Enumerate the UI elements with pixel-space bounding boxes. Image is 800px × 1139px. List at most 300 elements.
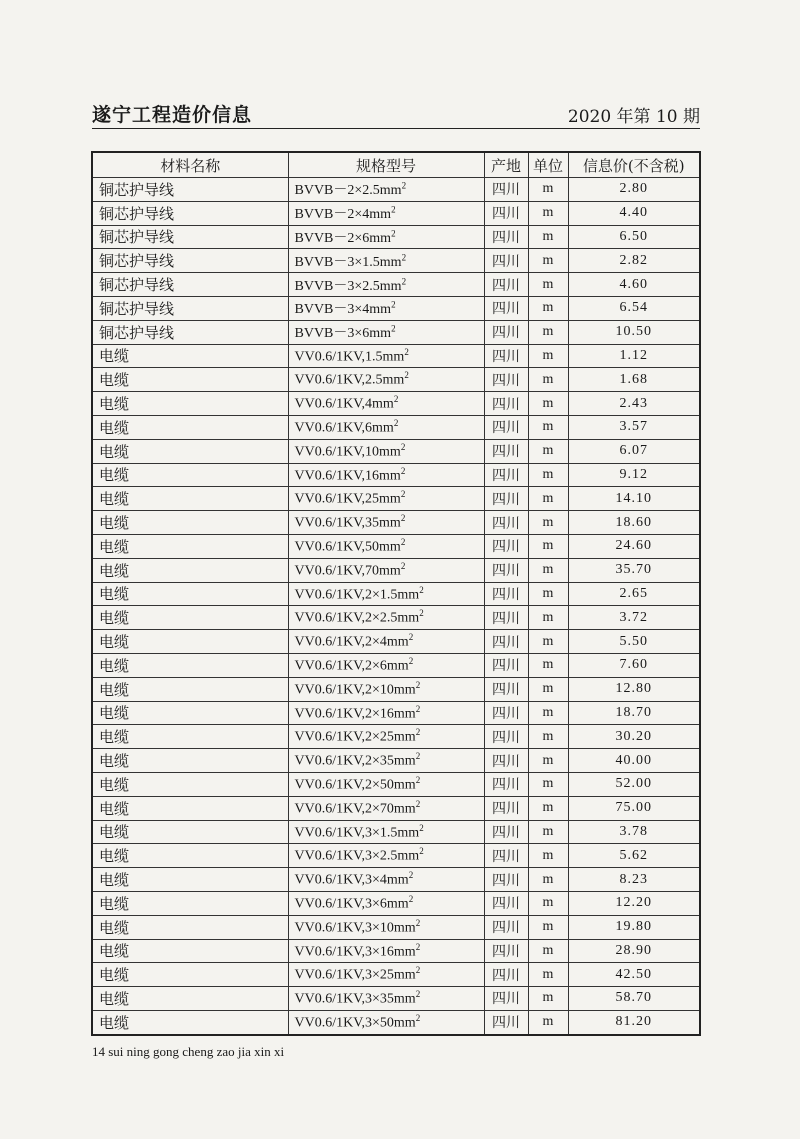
material-name-cell: 电缆 <box>92 820 288 844</box>
header-rule <box>92 128 700 129</box>
table-row <box>92 320 700 344</box>
price-cell: 6.07 <box>568 439 700 463</box>
spec-cell <box>288 178 484 202</box>
spec-cell <box>288 939 484 963</box>
spec-superscript: 2 <box>419 584 424 595</box>
spec-text: BVVB－3×1.5mm <box>294 254 402 270</box>
origin-cell: 四川 <box>484 368 528 392</box>
spec-cell <box>288 368 484 392</box>
table-row <box>92 368 700 392</box>
spec-cell <box>288 249 484 273</box>
material-name-cell: 电缆 <box>92 701 288 725</box>
spec-superscript: 2 <box>393 418 399 429</box>
column-header-origin: 产地 <box>484 152 528 178</box>
material-name-cell: 电缆 <box>92 987 288 1011</box>
spec-cell <box>288 201 484 225</box>
price-cell: 3.72 <box>568 606 700 630</box>
origin-cell: 四川 <box>484 273 528 297</box>
unit-cell: m <box>528 534 568 558</box>
spec-cell <box>288 891 484 915</box>
material-name-cell: 铜芯护导线 <box>92 296 288 320</box>
spec-text: VV0.6/1KV,3×35mm <box>294 991 416 1007</box>
unit-cell: m <box>528 796 568 820</box>
unit-cell: m <box>528 891 568 915</box>
spec-text: VV0.6/1KV,3×6mm <box>294 896 409 912</box>
spec-text: VV0.6/1KV,3×25mm <box>294 968 416 984</box>
unit-cell: m <box>528 368 568 392</box>
spec-cell <box>288 225 484 249</box>
spec-text: VV0.6/1KV,35mm <box>294 515 401 531</box>
spec-cell <box>288 987 484 1011</box>
origin-cell: 四川 <box>484 939 528 963</box>
unit-cell: m <box>528 1010 568 1034</box>
table-row <box>92 939 700 963</box>
spec-cell <box>288 868 484 892</box>
price-cell: 24.60 <box>568 534 700 558</box>
table-row <box>92 606 700 630</box>
spec-superscript: 2 <box>415 751 421 762</box>
table-row <box>92 963 700 987</box>
spec-text: VV0.6/1KV,50mm <box>294 539 401 555</box>
unit-cell: m <box>528 987 568 1011</box>
spec-superscript: 2 <box>408 656 414 666</box>
table-row <box>92 534 700 558</box>
unit-cell: m <box>528 939 568 963</box>
unit-cell: m <box>528 463 568 487</box>
page-header <box>92 100 700 126</box>
spec-superscript: 2 <box>419 822 424 833</box>
spec-cell <box>288 415 484 439</box>
price-cell: 6.50 <box>568 225 700 249</box>
origin-cell: 四川 <box>484 630 528 654</box>
spec-superscript: 2 <box>391 299 396 310</box>
price-cell: 9.12 <box>568 463 700 487</box>
spec-superscript: 2 <box>401 275 407 286</box>
material-name-cell: 电缆 <box>92 844 288 868</box>
price-cell: 3.57 <box>568 415 700 439</box>
origin-cell: 四川 <box>484 868 528 892</box>
issue-number: 2020 年第 10 期 <box>567 107 700 127</box>
spec-text: BVVB－3×4mm <box>294 302 392 318</box>
spec-text: BVVB－3×6mm <box>294 326 392 342</box>
unit-cell: m <box>528 178 568 202</box>
price-table <box>91 151 701 1036</box>
spec-text: VV0.6/1KV,4mm <box>294 396 394 412</box>
spec-text: VV0.6/1KV,16mm <box>294 468 401 484</box>
material-name-cell: 电缆 <box>92 511 288 535</box>
spec-cell <box>288 653 484 677</box>
spec-superscript: 2 <box>400 560 406 571</box>
unit-cell: m <box>528 558 568 582</box>
spec-superscript: 2 <box>419 608 424 619</box>
unit-cell: m <box>528 772 568 796</box>
spec-superscript: 2 <box>415 989 421 1000</box>
unit-cell: m <box>528 487 568 511</box>
spec-superscript: 2 <box>408 632 414 643</box>
price-cell: 30.20 <box>568 725 700 749</box>
column-header-price: 信息价(不含税) <box>568 152 700 178</box>
material-name-cell: 电缆 <box>92 915 288 939</box>
origin-cell: 四川 <box>484 201 528 225</box>
material-name-cell: 电缆 <box>92 344 288 368</box>
price-cell: 12.80 <box>568 677 700 701</box>
price-cell: 1.12 <box>568 344 700 368</box>
spec-superscript: 2 <box>415 941 421 952</box>
spec-text: VV0.6/1KV,10mm <box>294 444 401 460</box>
spec-text: VV0.6/1KV,3×2.5mm <box>294 849 420 865</box>
unit-cell: m <box>528 677 568 701</box>
spec-cell <box>288 320 484 344</box>
spec-superscript: 2 <box>408 870 414 881</box>
material-name-cell: 电缆 <box>92 606 288 630</box>
origin-cell: 四川 <box>484 987 528 1011</box>
spec-text: BVVB－2×4mm <box>294 207 392 223</box>
unit-cell: m <box>528 320 568 344</box>
spec-superscript: 2 <box>400 513 406 524</box>
table-row <box>92 439 700 463</box>
table-row <box>92 273 700 297</box>
column-header-unit: 单位 <box>528 152 568 178</box>
origin-cell: 四川 <box>484 439 528 463</box>
unit-cell: m <box>528 868 568 892</box>
price-cell: 18.70 <box>568 701 700 725</box>
spec-cell <box>288 487 484 511</box>
origin-cell: 四川 <box>484 701 528 725</box>
origin-cell: 四川 <box>484 772 528 796</box>
unit-cell: m <box>528 630 568 654</box>
spec-superscript: 2 <box>391 204 396 215</box>
spec-superscript: 2 <box>404 370 409 381</box>
table-row <box>92 987 700 1011</box>
origin-cell: 四川 <box>484 487 528 511</box>
unit-cell: m <box>528 582 568 606</box>
unit-cell: m <box>528 963 568 987</box>
table-row <box>92 392 700 416</box>
spec-text: VV0.6/1KV,2×70mm <box>294 801 416 817</box>
origin-cell: 四川 <box>484 225 528 249</box>
spec-superscript: 2 <box>400 489 406 500</box>
material-name-cell: 电缆 <box>92 677 288 701</box>
price-cell: 75.00 <box>568 796 700 820</box>
spec-text: VV0.6/1KV,25mm <box>294 492 401 508</box>
material-name-cell: 电缆 <box>92 463 288 487</box>
table-row <box>92 891 700 915</box>
origin-cell: 四川 <box>484 511 528 535</box>
unit-cell: m <box>528 725 568 749</box>
spec-cell <box>288 534 484 558</box>
material-name-cell: 铜芯护导线 <box>92 320 288 344</box>
spec-cell <box>288 344 484 368</box>
table-row <box>92 487 700 511</box>
table-row <box>92 415 700 439</box>
material-name-cell: 铜芯护导线 <box>92 273 288 297</box>
spec-text: VV0.6/1KV,3×1.5mm <box>294 825 420 841</box>
table-row <box>92 915 700 939</box>
table-row <box>92 630 700 654</box>
spec-cell <box>288 273 484 297</box>
price-cell: 14.10 <box>568 487 700 511</box>
spec-text: VV0.6/1KV,2×4mm <box>294 634 409 650</box>
origin-cell: 四川 <box>484 725 528 749</box>
price-cell: 3.78 <box>568 820 700 844</box>
price-cell: 58.70 <box>568 987 700 1011</box>
material-name-cell: 电缆 <box>92 558 288 582</box>
unit-cell: m <box>528 653 568 677</box>
spec-text: VV0.6/1KV,1.5mm <box>294 349 405 365</box>
spec-cell <box>288 915 484 939</box>
price-cell: 2.65 <box>568 582 700 606</box>
origin-cell: 四川 <box>484 891 528 915</box>
spec-text: VV0.6/1KV,2.5mm <box>294 373 405 389</box>
material-name-cell: 电缆 <box>92 772 288 796</box>
spec-superscript: 2 <box>415 917 421 928</box>
table-row <box>92 511 700 535</box>
column-header-spec: 规格型号 <box>288 152 484 178</box>
unit-cell: m <box>528 606 568 630</box>
unit-cell: m <box>528 249 568 273</box>
unit-cell: m <box>528 201 568 225</box>
price-cell: 1.68 <box>568 368 700 392</box>
origin-cell: 四川 <box>484 415 528 439</box>
spec-superscript: 2 <box>415 965 421 976</box>
origin-cell: 四川 <box>484 749 528 773</box>
origin-cell: 四川 <box>484 320 528 344</box>
unit-cell: m <box>528 820 568 844</box>
material-name-cell: 电缆 <box>92 749 288 773</box>
material-name-cell: 铜芯护导线 <box>92 225 288 249</box>
spec-text: VV0.6/1KV,2×6mm <box>294 658 409 674</box>
material-name-cell: 电缆 <box>92 725 288 749</box>
table-row <box>92 677 700 701</box>
spec-cell <box>288 677 484 701</box>
spec-cell <box>288 725 484 749</box>
spec-superscript: 2 <box>415 679 421 690</box>
material-name-cell: 铜芯护导线 <box>92 249 288 273</box>
origin-cell: 四川 <box>484 653 528 677</box>
spec-superscript: 2 <box>400 465 406 476</box>
table-row <box>92 582 700 606</box>
price-cell: 5.62 <box>568 844 700 868</box>
material-name-cell: 电缆 <box>92 534 288 558</box>
material-name-cell: 电缆 <box>92 891 288 915</box>
spec-text: VV0.6/1KV,6mm <box>294 420 394 436</box>
table-row <box>92 225 700 249</box>
table-row <box>92 463 700 487</box>
material-name-cell: 铜芯护导线 <box>92 201 288 225</box>
table-row <box>92 796 700 820</box>
origin-cell: 四川 <box>484 915 528 939</box>
price-cell: 19.80 <box>568 915 700 939</box>
spec-superscript: 2 <box>400 537 406 548</box>
spec-text: VV0.6/1KV,3×4mm <box>294 872 409 888</box>
table-row <box>92 201 700 225</box>
origin-cell: 四川 <box>484 296 528 320</box>
table-row <box>92 1010 700 1034</box>
price-cell: 8.23 <box>568 868 700 892</box>
material-name-cell: 铜芯护导线 <box>92 178 288 202</box>
table-row <box>92 820 700 844</box>
spec-superscript: 2 <box>415 727 421 738</box>
origin-cell: 四川 <box>484 963 528 987</box>
spec-cell <box>288 963 484 987</box>
origin-cell: 四川 <box>484 844 528 868</box>
unit-cell: m <box>528 915 568 939</box>
origin-cell: 四川 <box>484 582 528 606</box>
spec-cell <box>288 606 484 630</box>
spec-superscript: 2 <box>393 394 399 405</box>
spec-text: BVVB－2×2.5mm <box>294 183 402 199</box>
spec-cell <box>288 582 484 606</box>
price-cell: 52.00 <box>568 772 700 796</box>
price-cell: 40.00 <box>568 749 700 773</box>
spec-text: VV0.6/1KV,2×10mm <box>294 682 416 698</box>
price-cell: 4.40 <box>568 201 700 225</box>
origin-cell: 四川 <box>484 463 528 487</box>
material-name-cell: 电缆 <box>92 653 288 677</box>
spec-superscript: 2 <box>415 798 421 809</box>
price-cell: 6.54 <box>568 296 700 320</box>
price-cell: 2.82 <box>568 249 700 273</box>
price-cell: 7.60 <box>568 653 700 677</box>
origin-cell: 四川 <box>484 820 528 844</box>
material-name-cell: 电缆 <box>92 392 288 416</box>
unit-cell: m <box>528 296 568 320</box>
spec-text: VV0.6/1KV,3×50mm <box>294 1015 416 1031</box>
table-row <box>92 868 700 892</box>
spec-text: VV0.6/1KV,2×35mm <box>294 753 416 769</box>
spec-text: BVVB－2×6mm <box>294 230 392 246</box>
spec-text: VV0.6/1KV,2×50mm <box>294 777 416 793</box>
table-row <box>92 653 700 677</box>
unit-cell: m <box>528 392 568 416</box>
column-header-material-name: 材料名称 <box>92 152 288 178</box>
spec-text: VV0.6/1KV,2×2.5mm <box>294 611 420 627</box>
spec-superscript: 2 <box>408 893 414 904</box>
table-row <box>92 772 700 796</box>
spec-cell <box>288 820 484 844</box>
unit-cell: m <box>528 844 568 868</box>
price-cell: 4.60 <box>568 273 700 297</box>
origin-cell: 四川 <box>484 677 528 701</box>
price-cell: 35.70 <box>568 558 700 582</box>
material-name-cell: 电缆 <box>92 630 288 654</box>
publication-title: 遂宁工程造价信息 <box>92 104 253 126</box>
spec-superscript: 2 <box>400 441 406 452</box>
spec-superscript: 2 <box>415 774 421 785</box>
spec-cell <box>288 392 484 416</box>
unit-cell: m <box>528 749 568 773</box>
table-body <box>92 178 700 1035</box>
spec-cell <box>288 630 484 654</box>
table-row <box>92 844 700 868</box>
unit-cell: m <box>528 225 568 249</box>
material-name-cell: 电缆 <box>92 868 288 892</box>
origin-cell: 四川 <box>484 534 528 558</box>
spec-superscript: 2 <box>401 180 407 191</box>
material-name-cell: 电缆 <box>92 939 288 963</box>
material-name-cell: 电缆 <box>92 582 288 606</box>
price-cell: 2.80 <box>568 178 700 202</box>
unit-cell: m <box>528 344 568 368</box>
spec-cell <box>288 844 484 868</box>
table-header-row <box>92 152 700 178</box>
price-cell: 81.20 <box>568 1010 700 1034</box>
spec-cell <box>288 463 484 487</box>
spec-text: VV0.6/1KV,3×16mm <box>294 944 416 960</box>
spec-cell <box>288 296 484 320</box>
spec-superscript: 2 <box>415 703 421 714</box>
origin-cell: 四川 <box>484 1010 528 1034</box>
unit-cell: m <box>528 273 568 297</box>
price-cell: 12.20 <box>568 891 700 915</box>
spec-cell <box>288 772 484 796</box>
page-footer: 14 sui ning gong cheng zao jia xin xi <box>92 1044 285 1059</box>
spec-cell <box>288 558 484 582</box>
price-cell: 10.50 <box>568 320 700 344</box>
material-name-cell: 电缆 <box>92 487 288 511</box>
material-name-cell: 电缆 <box>92 439 288 463</box>
spec-text: VV0.6/1KV,3×10mm <box>294 920 416 936</box>
origin-cell: 四川 <box>484 344 528 368</box>
spec-cell <box>288 439 484 463</box>
spec-cell <box>288 1010 484 1034</box>
table-row <box>92 344 700 368</box>
spec-superscript: 2 <box>404 346 409 357</box>
table-row <box>92 725 700 749</box>
price-cell: 5.50 <box>568 630 700 654</box>
origin-cell: 四川 <box>484 249 528 273</box>
spec-cell <box>288 701 484 725</box>
unit-cell: m <box>528 511 568 535</box>
origin-cell: 四川 <box>484 796 528 820</box>
price-cell: 28.90 <box>568 939 700 963</box>
table-row <box>92 296 700 320</box>
spec-text: VV0.6/1KV,2×1.5mm <box>294 587 420 603</box>
material-name-cell: 电缆 <box>92 1010 288 1034</box>
unit-cell: m <box>528 439 568 463</box>
spec-superscript: 2 <box>415 1012 421 1023</box>
spec-superscript: 2 <box>391 323 396 334</box>
origin-cell: 四川 <box>484 606 528 630</box>
table-row <box>92 178 700 202</box>
price-cell: 18.60 <box>568 511 700 535</box>
spec-cell <box>288 796 484 820</box>
spec-text: VV0.6/1KV,70mm <box>294 563 401 579</box>
spec-text: VV0.6/1KV,2×25mm <box>294 730 416 746</box>
table-row <box>92 701 700 725</box>
spec-superscript: 2 <box>391 228 396 239</box>
spec-cell <box>288 511 484 535</box>
spec-cell <box>288 749 484 773</box>
unit-cell: m <box>528 701 568 725</box>
unit-cell: m <box>528 415 568 439</box>
table-row <box>92 749 700 773</box>
material-name-cell: 电缆 <box>92 796 288 820</box>
origin-cell: 四川 <box>484 178 528 202</box>
material-name-cell: 电缆 <box>92 415 288 439</box>
table-row <box>92 558 700 582</box>
spec-text: BVVB－3×2.5mm <box>294 278 402 294</box>
origin-cell: 四川 <box>484 392 528 416</box>
price-cell: 42.50 <box>568 963 700 987</box>
spec-text: VV0.6/1KV,2×16mm <box>294 706 416 722</box>
table-row <box>92 249 700 273</box>
spec-superscript: 2 <box>419 846 424 857</box>
price-cell: 2.43 <box>568 392 700 416</box>
spec-superscript: 2 <box>401 252 407 263</box>
origin-cell: 四川 <box>484 558 528 582</box>
material-name-cell: 电缆 <box>92 963 288 987</box>
